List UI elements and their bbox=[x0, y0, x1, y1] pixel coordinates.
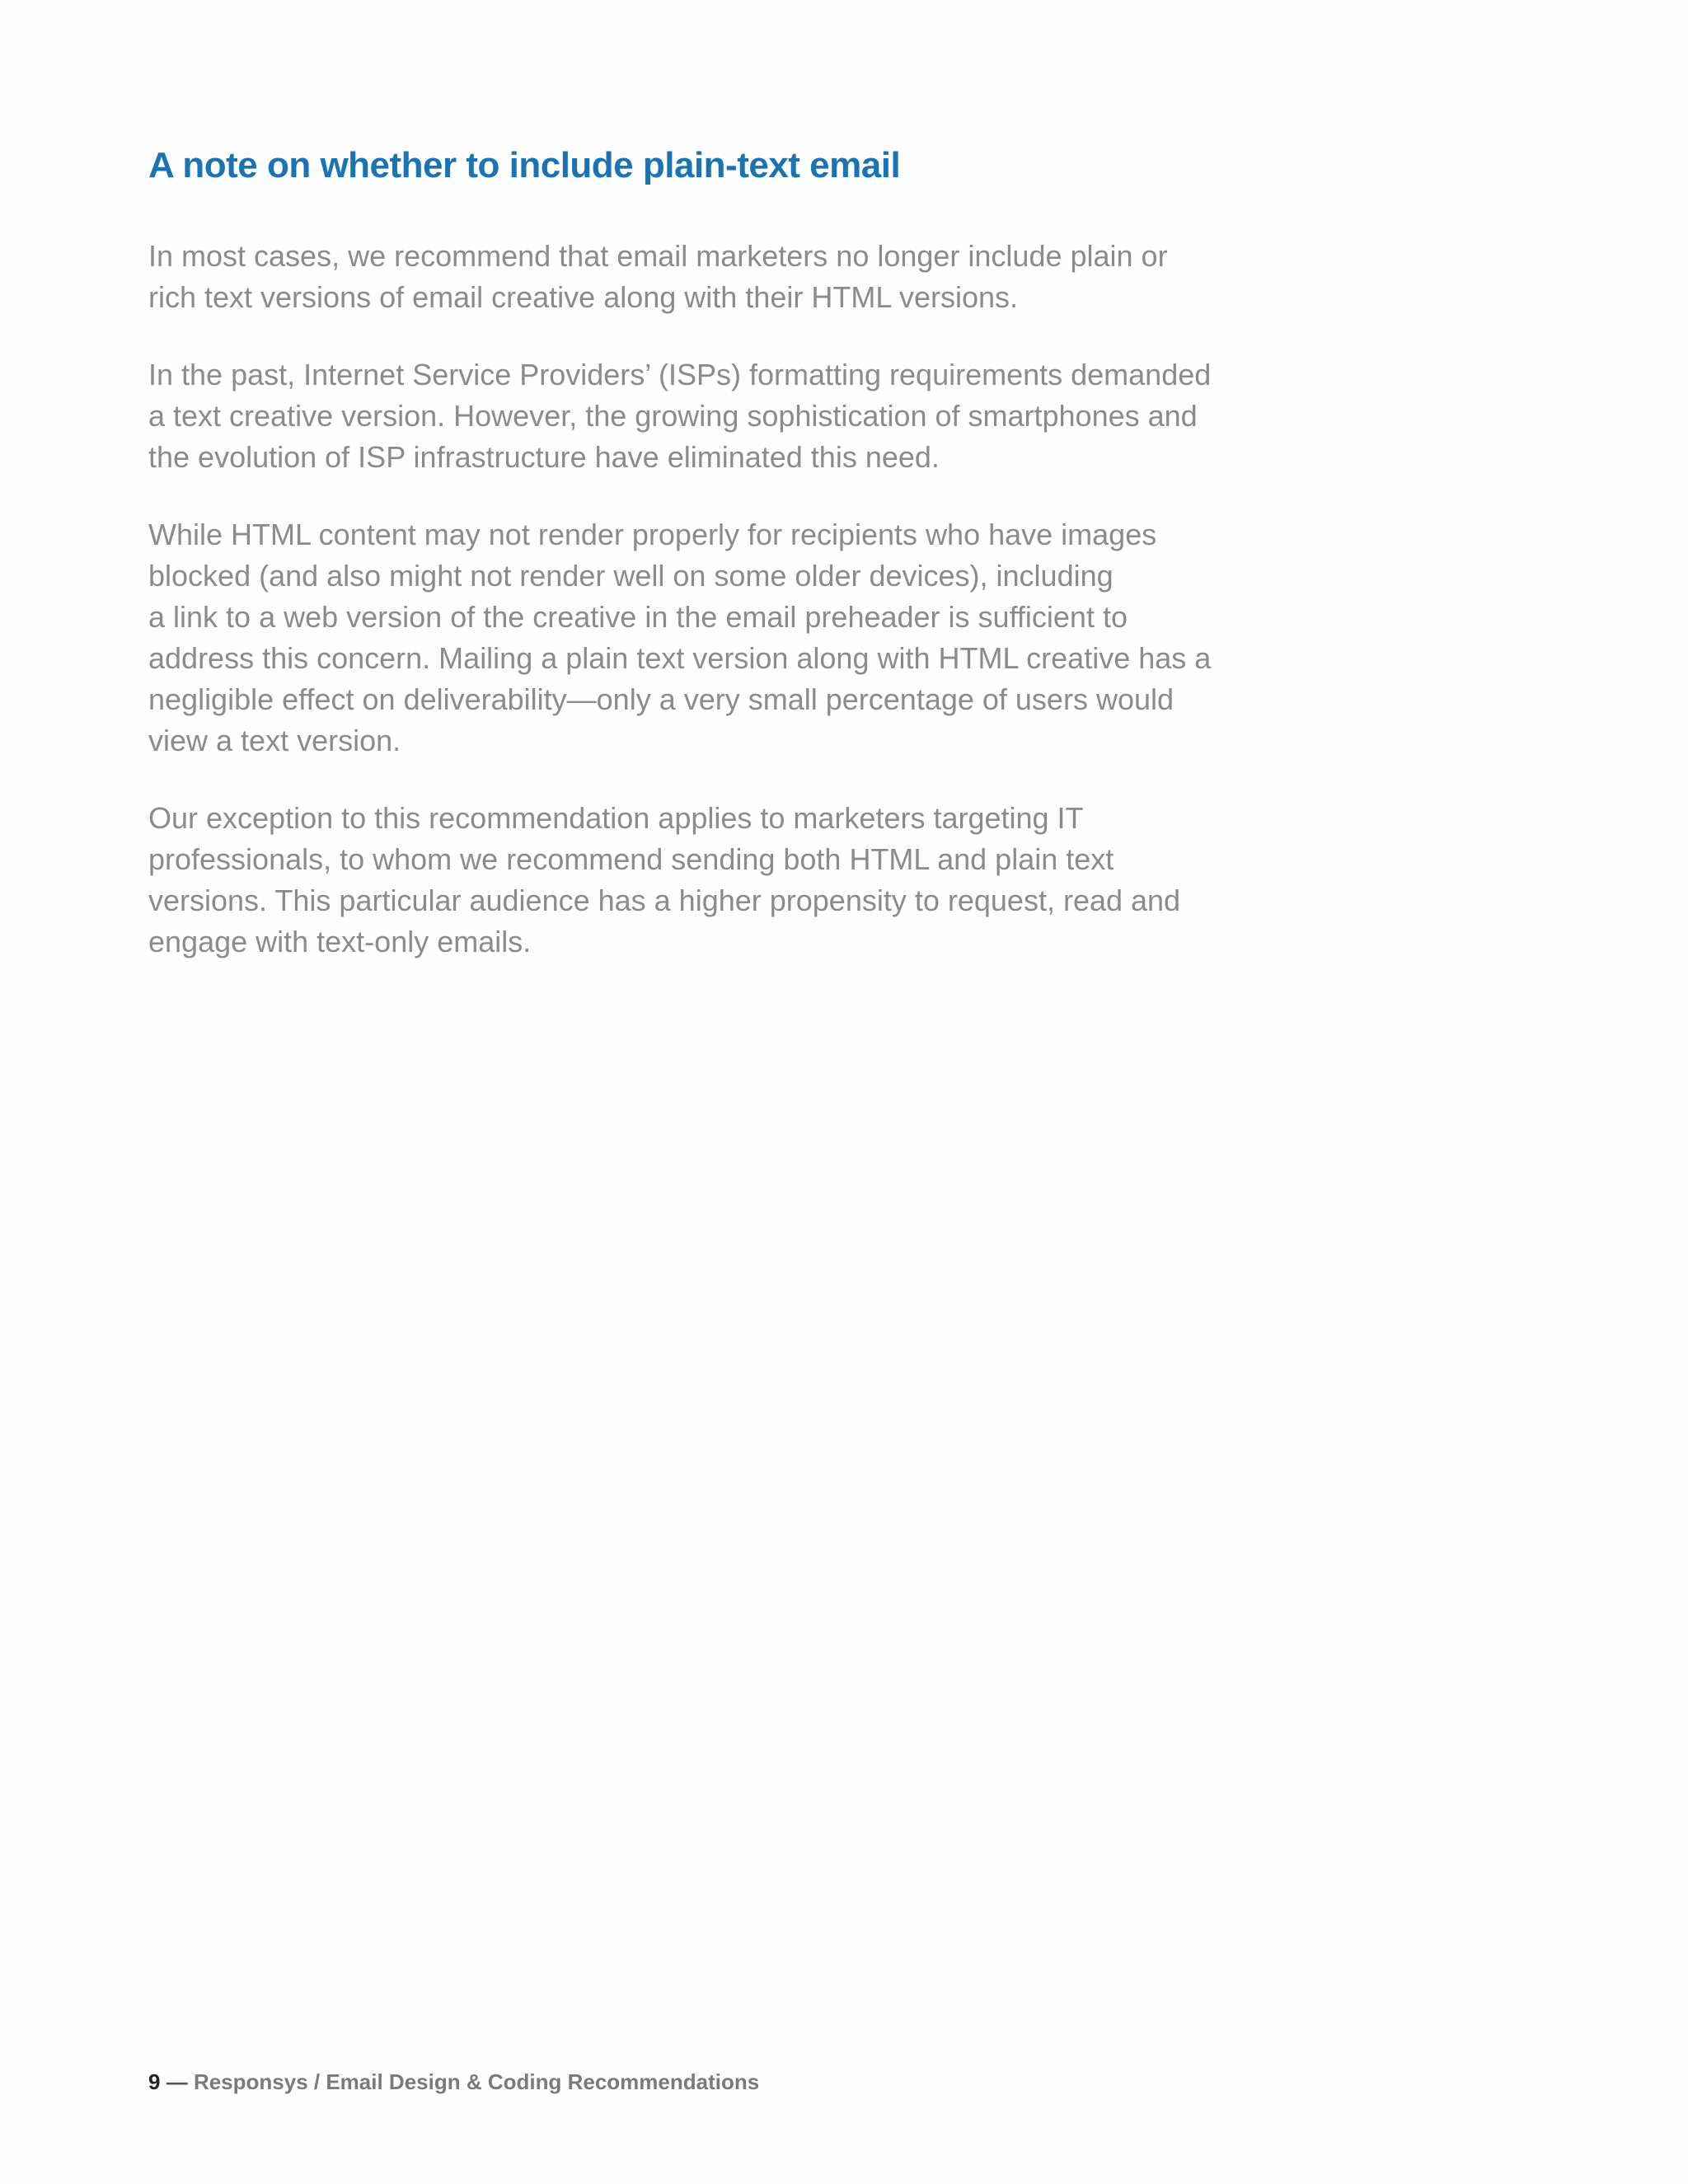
paragraph-line: view a text version. bbox=[148, 724, 401, 757]
paragraph-line: professionals, to whom we recommend sending both HTML and plain text bbox=[148, 842, 1114, 876]
paragraph-1 bbox=[148, 236, 1269, 318]
footer-separator: — bbox=[166, 2069, 188, 2094]
paragraph-line: Our exception to this recommendation applies to marketers targeting IT bbox=[148, 801, 1084, 835]
paragraph-line: engage with text-only emails. bbox=[148, 925, 532, 958]
page-number: 9 bbox=[148, 2069, 161, 2094]
paragraph-line: versions. This particular audience has a higher propensity to request, read and bbox=[148, 883, 1181, 917]
paragraph-line: address this concern. Mailing a plain text version along with HTML creative has a bbox=[148, 641, 1212, 675]
paragraph-line: the evolution of ISP infrastructure have eliminated this need. bbox=[148, 440, 940, 474]
paragraph-line: a link to a web version of the creative in the email preheader is sufficient to bbox=[148, 600, 1128, 634]
page-content bbox=[148, 138, 1269, 999]
paragraph-line: In most cases, we recommend that email marketers no longer include plain or bbox=[148, 239, 1168, 273]
paragraph-line: rich text versions of email creative along with their HTML versions. bbox=[148, 280, 1019, 314]
paragraph-line: negligible effect on deliverability—only a very small percentage of users would bbox=[148, 682, 1175, 716]
paragraph-4 bbox=[148, 798, 1269, 963]
paragraph-3 bbox=[148, 514, 1269, 762]
section-heading: A note on whether to include plain-text email bbox=[148, 145, 901, 185]
paragraph-line: In the past, Internet Service Providers’ (ISPs) formatting requirements demanded bbox=[148, 358, 1212, 391]
paragraph-line: blocked (and also might not render well on some older devices), including bbox=[148, 559, 1114, 593]
footer-title: Responsys / Email Design & Coding Recommendations bbox=[193, 2069, 760, 2094]
paragraph-2 bbox=[148, 354, 1269, 478]
page-footer bbox=[148, 2067, 759, 2097]
paragraph-line: a text creative version. However, the growing sophistication of smartphones and bbox=[148, 399, 1198, 433]
paragraph-line: While HTML content may not render properly for recipients who have images bbox=[148, 518, 1157, 551]
